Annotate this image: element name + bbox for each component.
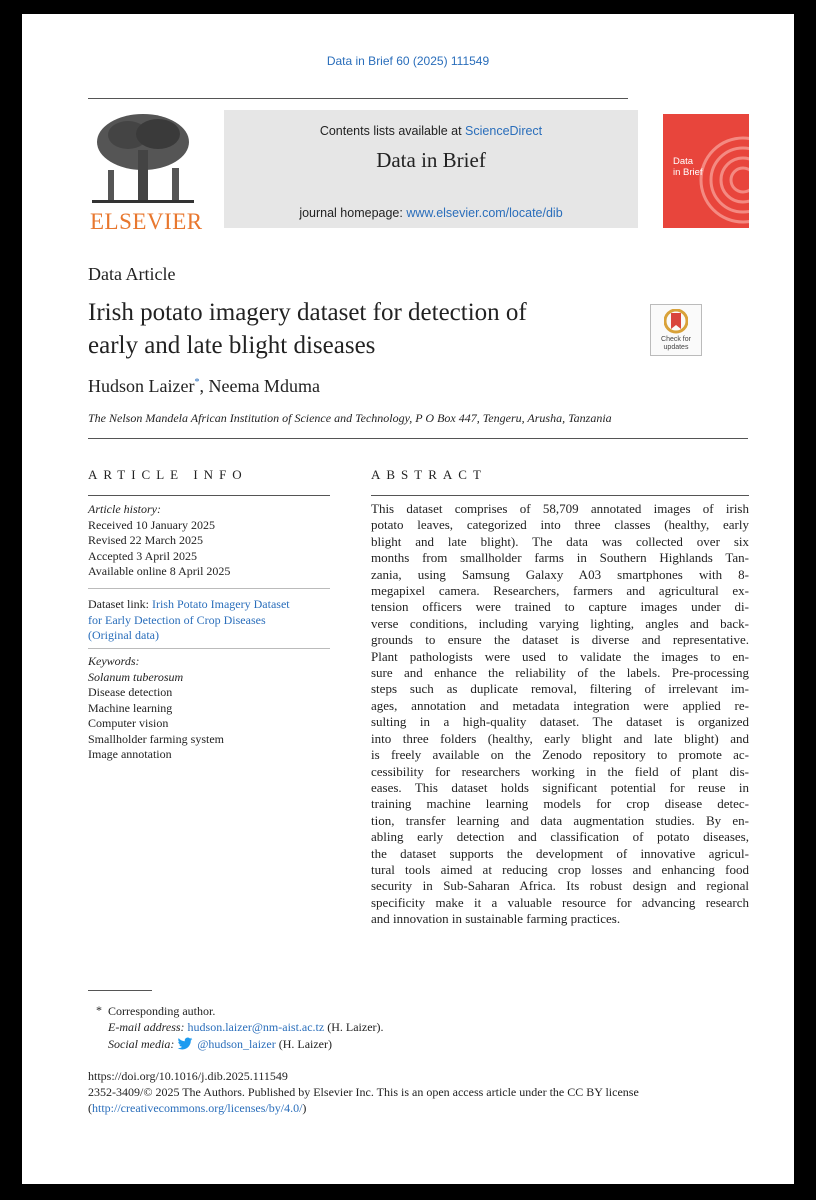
abstract-rule [371, 495, 749, 496]
license-link-line [88, 1101, 306, 1117]
abstract-line: potato leaves, categorized into three classes (healthy, early [371, 517, 749, 533]
abstract-line: ages, annotation and metadata integration were applied re- [371, 697, 749, 713]
info-divider-1 [88, 588, 330, 589]
keyword-item: Disease detection [88, 685, 173, 699]
abstract-line: months from smallholder farms in Southern Highlands Tan- [371, 550, 749, 566]
license-paren-close: ) [302, 1101, 307, 1115]
email-suffix: (H. Laizer). [324, 1020, 384, 1034]
header-divider [88, 438, 748, 439]
authors [88, 376, 320, 397]
keyword-item: Smallholder farming system [88, 731, 224, 746]
article-title [88, 296, 648, 362]
bookmark-icon [664, 309, 688, 335]
keyword-item: Computer vision [88, 716, 169, 730]
journal-banner [224, 110, 638, 228]
abstract-line: specificity make it a valuable resource for advancing research [371, 894, 749, 910]
affiliation: The Nelson Mandela African Institution of Science and Technology, P O Box 447, Tengeru, Arusha, Tanzania [88, 411, 612, 425]
email-line [108, 1020, 384, 1036]
abstract-line: This dataset comprises of 58,709 annotated images of irish [371, 501, 749, 516]
social-handle-link[interactable]: @hudson_laizer [197, 1037, 276, 1051]
abstract-line: eases. This dataset holds significant potential for reuse in [371, 779, 749, 795]
twitter-icon[interactable] [177, 1037, 193, 1056]
abstract-line: zania, using Samsung Galaxy A03 smartphones with 8- [371, 566, 749, 582]
cover-title-line-1: Data [673, 156, 694, 167]
check-for-updates-button[interactable] [650, 304, 702, 356]
cover-title-line-2: in Brief [673, 167, 703, 178]
abstract-line: into three folders (healthy, early blight and late blight) and [371, 730, 749, 746]
keyword-item: Solanum tuberosum [88, 669, 184, 684]
email-link[interactable]: hudson.laizer@nm-aist.ac.tz [187, 1020, 325, 1034]
history-label: Article history: [88, 502, 161, 516]
elsevier-logo-text[interactable]: ELSEVIER [90, 209, 203, 234]
corresponding-note: Corresponding author. [108, 1004, 216, 1018]
keyword-item: Machine learning [88, 700, 173, 715]
corresponding-mark[interactable]: * [194, 377, 200, 388]
title-line-2: early and late blight diseases [88, 332, 376, 359]
license-paren-open: ( [88, 1101, 92, 1115]
social-label: Social media: [108, 1037, 178, 1051]
dataset-link-line-2[interactable]: for Early Detection of Crop Diseases [88, 612, 266, 627]
abstract-text [371, 501, 749, 928]
abstract-line: cessibility for researchers working in the field of plant dis- [371, 763, 749, 779]
info-divider-2 [88, 648, 330, 649]
abstract-line: is freely available on the Zenodo repository to promote ac- [371, 747, 749, 763]
abstract-line: Plant pathologists were used to validate the images to en- [371, 648, 749, 664]
contents-line [224, 124, 638, 138]
check-updates-label [651, 336, 701, 352]
homepage-link[interactable]: www.elsevier.com/locate/dib [406, 206, 563, 220]
social-line [108, 1037, 332, 1056]
author-1[interactable]: Hudson Laizer [88, 376, 195, 396]
sciencedirect-link[interactable]: ScienceDirect [465, 124, 543, 138]
abstract-line: security in Sub-Saharan Africa. Its robust design and regional [371, 878, 749, 894]
doi-link[interactable]: https://doi.org/10.1016/j.dib.2025.111549 [88, 1069, 288, 1083]
article-info-heading: ARTICLE INFO [88, 467, 248, 482]
abstract-line: megapixel camera. Researchers, farmers and agricultural ex- [371, 583, 749, 599]
abstract-line: tion, transfer learning and data augmentation studies. By en- [371, 812, 749, 828]
license-line: 2352-3409/© 2025 The Authors. Published by Elsevier Inc. This is an open access article under the CC BY license [88, 1085, 639, 1099]
keywords-block [88, 654, 338, 763]
abstract-line: blight and late blight). The data was collected over six [371, 533, 749, 549]
license-link[interactable]: http://creativecommons.org/licenses/by/4.0/ [92, 1101, 303, 1115]
author-separator: , [199, 376, 209, 396]
header-rule [88, 98, 628, 99]
check-updates-line-2: updates [663, 344, 689, 351]
dataset-link-block [88, 597, 338, 644]
dataset-label: Dataset link: [88, 597, 152, 611]
abstract-line: tension officers were trained to capture images under di- [371, 599, 749, 615]
author-2[interactable]: Neema Mduma [208, 376, 320, 396]
contents-prefix: Contents lists available at [319, 124, 466, 138]
journal-reference[interactable]: Data in Brief 60 (2025) 111549 [326, 54, 490, 68]
keyword-item: Image annotation [88, 747, 172, 761]
abstract-line: abling early detection and classification of potato diseases, [371, 829, 749, 845]
history-online: Available online 8 April 2025 [88, 564, 231, 578]
dataset-link-line-3[interactable]: (Original data) [88, 628, 159, 642]
footnote-rule [88, 990, 152, 991]
abstract-line: sulting in a high-quality dataset. The dataset is organized [371, 714, 749, 730]
abstract-line: the dataset supports the development of innovative agricul- [371, 845, 749, 861]
homepage-prefix: journal homepage: [299, 206, 407, 220]
keywords-label: Keywords: [88, 654, 140, 668]
article-type: Data Article [88, 264, 176, 284]
abstract-line: verse conditions, including varying lighting, angles and back- [371, 615, 749, 631]
journal-cover[interactable] [663, 108, 749, 228]
check-updates-line-1: Check for [661, 336, 691, 343]
cover-title [673, 156, 703, 178]
article-page [22, 14, 794, 1184]
abstract-line: tural tools aimed at reducing crop losses and enhancing food [371, 861, 749, 877]
article-history [88, 502, 338, 580]
abstract-line: steps such as duplicate removal, filtering of irrelevant im- [371, 681, 749, 697]
title-line-1: Irish potato imagery dataset for detection of [88, 299, 527, 326]
history-revised: Revised 22 March 2025 [88, 533, 203, 547]
history-accepted: Accepted 3 April 2025 [88, 548, 197, 563]
abstract-line: training machine learning models for crop disease detec- [371, 796, 749, 812]
homepage-line [224, 206, 638, 220]
abstract-heading: ABSTRACT [371, 467, 487, 482]
history-received: Received 10 January 2025 [88, 517, 215, 532]
dataset-link-line-1[interactable]: Irish Potato Imagery Dataset [151, 597, 290, 611]
abstract-line: and innovation in sustainable farming practices. [371, 911, 621, 927]
article-info-rule [88, 495, 330, 496]
social-suffix: (H. Laizer) [275, 1037, 332, 1051]
abstract-line: sure and enhance the reliability of the labels. Pre-processing [371, 665, 749, 681]
elsevier-tree-icon [88, 110, 198, 210]
email-label: E-mail address: [108, 1020, 188, 1034]
footnote-mark: * [96, 1003, 102, 1017]
abstract-line: grounds to ensure the dataset is diverse and representative. [371, 632, 749, 648]
journal-name: Data in Brief [376, 148, 486, 172]
